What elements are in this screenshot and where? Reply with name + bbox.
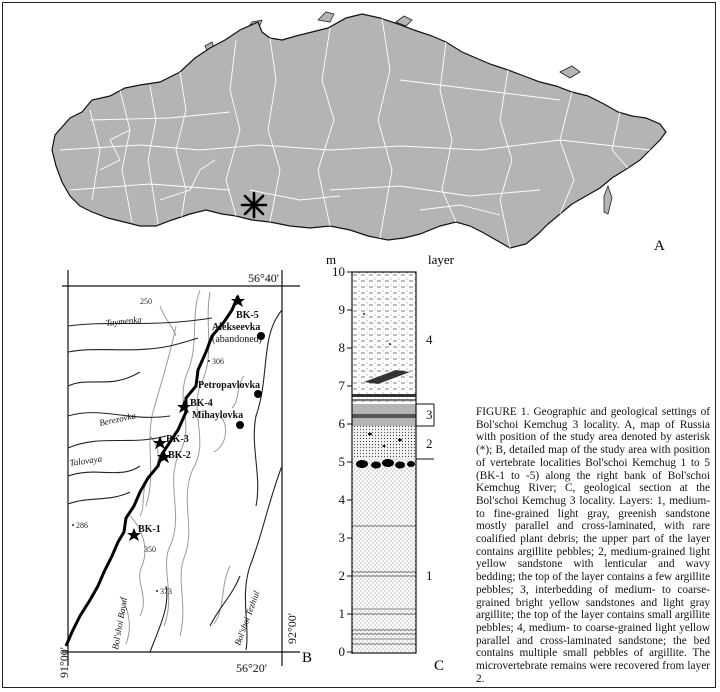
section-column xyxy=(352,272,416,653)
tick-6: 6 xyxy=(338,416,345,431)
village-mihaylovka: Mihaylovka xyxy=(192,410,244,421)
river-berezovka: Berezovka xyxy=(98,410,137,428)
elevation-250: 250 xyxy=(140,297,152,306)
study-area-asterisk xyxy=(242,193,266,217)
panel-a-label: A xyxy=(654,238,665,254)
layer-header: layer xyxy=(428,254,454,267)
elevation-306: 306 xyxy=(212,357,224,366)
elevation-286: 286 xyxy=(76,521,88,530)
elevation-350: 350 xyxy=(144,545,156,554)
tick-5: 5 xyxy=(338,454,345,469)
tick-2: 2 xyxy=(338,568,345,583)
tick-10: 10 xyxy=(332,264,345,279)
layer-label-3: 3 xyxy=(426,407,433,422)
locality-label-bk3: BK-3 xyxy=(166,434,189,445)
panel-c-label: C xyxy=(434,658,445,674)
locality-label-bk2: BK-2 xyxy=(168,450,191,461)
layer-label-1: 1 xyxy=(426,568,433,583)
panel-b-label: B xyxy=(302,650,313,666)
tick-1: 1 xyxy=(338,606,345,621)
village-alekseevka: Alekseevka xyxy=(212,322,261,333)
tick-9: 9 xyxy=(338,302,345,317)
locality-label-bk1: BK-1 xyxy=(138,524,161,535)
elevation-373: 373 xyxy=(160,587,172,596)
locality-label-bk4: BK-4 xyxy=(190,398,213,409)
layer-2-body xyxy=(352,426,416,459)
panel-c-section xyxy=(320,254,470,684)
layer-label-4: 4 xyxy=(426,332,433,347)
panel-b-detail-map xyxy=(0,266,330,686)
coord-right-bottom: 92°00' xyxy=(285,613,299,644)
panel-a-russia-map xyxy=(0,0,720,260)
layer-1-body xyxy=(352,459,416,653)
russia-landmass xyxy=(52,14,666,248)
layer-4-body xyxy=(352,272,416,404)
village-abandoned-note: (abandoned) xyxy=(212,334,262,345)
caption-label: FIGURE 1. xyxy=(476,406,530,418)
locality-label-bk5: BK-5 xyxy=(236,310,259,321)
section-unit-label: m xyxy=(326,254,337,267)
tick-8: 8 xyxy=(338,340,345,355)
caption-text: Geographic and geological settings of Bol'schoi Kemchug 3 locality. A, map of Russia with position of the study area denoted by asterisk (*); B, detailed map of the study area with position of vertebrate localities Bol'schoi Kemchug 1 to 5 (BK-1 to -5) along the right bank of Bol'schoi Kemchug River; C, geological section at the Bol'schoi Kemchug 3 locality. Layers: 1, medium- to fine-grained light gray, greenish sandstone mostly parallel and cross-laminated, with rare coalified plant debris; the upper part of the layer contains argillite pebbles; 2, medium-grained light yellow sandstone with lenticular and wavy bedding; the top of the layer contains a few argillite pebbles; 3, interbedding of medium- to coarse-grained bright yellow sandstones and light gray argillite; the top of the layer contains small argillite pebbles; 4, medium- to coarse-grained light yellow parallel and cross-laminated sandstone; the bed contains multiple small pebbles of argillite. The microvertebrate remains were recovered from layer 2. xyxy=(476,406,710,685)
coord-left-bottom: 91°00' xyxy=(57,647,71,678)
tick-7: 7 xyxy=(338,378,345,393)
river-bol-shoi-bayul: Bol'shoi Bayul xyxy=(110,596,130,651)
river-taymenka: Taymenka xyxy=(105,314,143,328)
coord-bottom-right: 56°20' xyxy=(236,661,267,675)
layer-label-2: 2 xyxy=(426,436,433,451)
river-talovaya: Talovaya xyxy=(68,453,103,468)
river-bol-shoi-tezhiul: Bol'shoi Tezhiul xyxy=(232,589,262,647)
tick-0: 0 xyxy=(338,644,345,659)
tick-3: 3 xyxy=(338,530,345,545)
figure-caption xyxy=(476,406,710,685)
coord-top-right: 56°40' xyxy=(248,271,279,285)
tick-4: 4 xyxy=(338,492,345,507)
village-petropavlovka: Petropavlovka xyxy=(198,380,261,391)
